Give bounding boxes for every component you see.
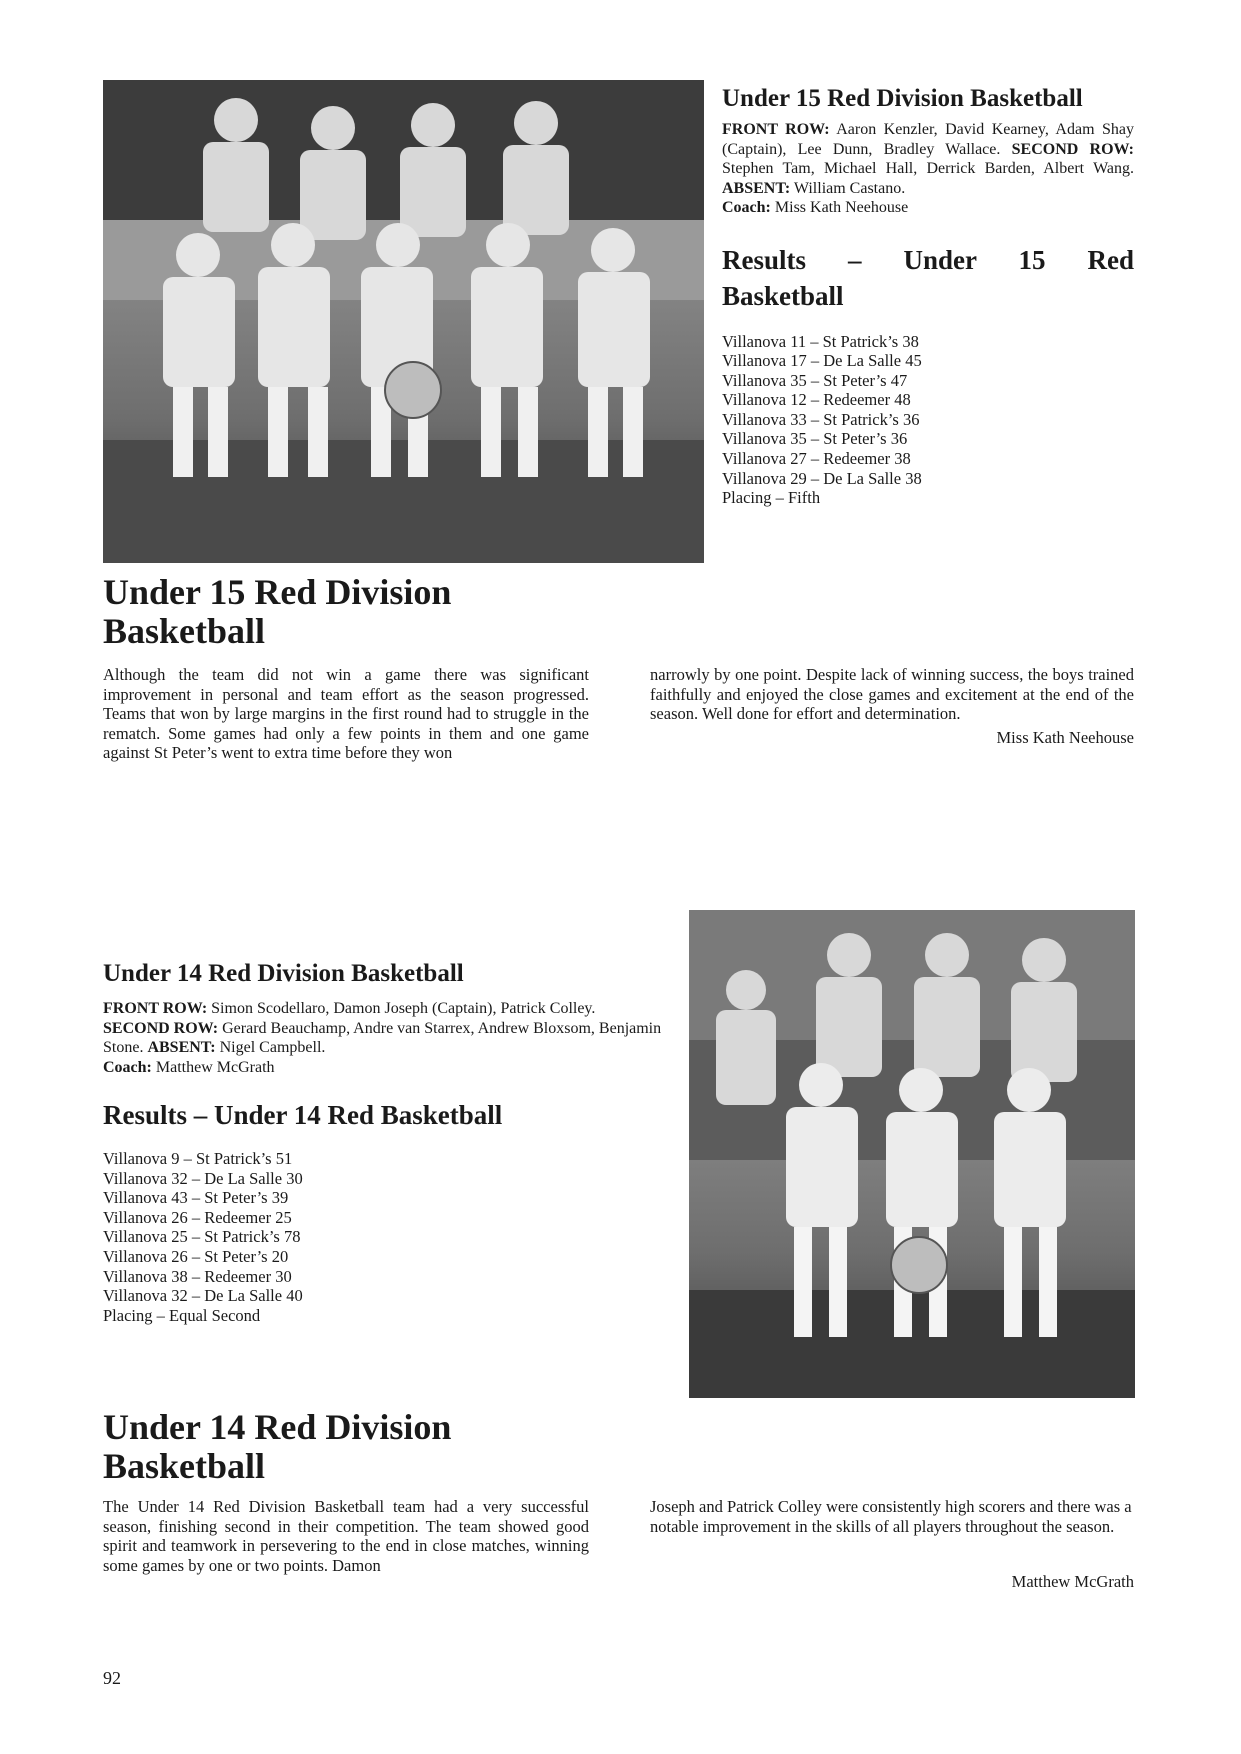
result-row: Villanova 17 – De La Salle 45 [722,351,922,371]
absent-label: ABSENT: [722,179,791,197]
absent-names: Nigel Campbell. [219,1039,326,1056]
second-row-names: Stephen Tam, Michael Hall, Derrick Barden, Albert Wang. [722,160,1134,177]
u15-report-col1: Although the team did not win a game there was significant improvement in personal and team effort as the season progressed. Teams that won by large margins in the first round had to struggle in the rematch. Some games had only a few points in them and one game against St Peter’s went to extra time before they won [103,665,589,762]
front-row-label: FRONT ROW: [103,1000,208,1017]
result-row: Villanova 26 – Redeemer 25 [103,1207,292,1227]
u15-report-heading [103,573,703,651]
result-row: Villanova 32 – De La Salle 30 [103,1168,303,1188]
u15-report-title-line1: Under 15 Red Division [103,572,452,612]
front-row-names: Aaron Kenzler, David Kearney, Adam Shay (Captain), Lee Dunn, Bradley Wallace. [722,121,1134,158]
u15-caption-title: Under 15 Red Division Basketball [722,85,1083,112]
result-row: Villanova 43 – St Peter’s 39 [103,1188,289,1208]
front-row-names: Simon Scodellaro, Damon Joseph (Captain), Patrick Colley. [211,1000,596,1017]
result-row: Villanova 29 – De La Salle 38 [722,468,922,488]
front-row-label: FRONT ROW: [722,121,830,138]
result-row: Villanova 32 – De La Salle 40 [103,1286,303,1306]
result-placing: Placing – Fifth [722,488,821,508]
u14-caption-title: Under 14 Red Division Basketball [103,960,464,987]
u15-caption [722,84,1134,508]
u15-report-col2: narrowly by one point. Despite lack of winning success, the boys trained faithfully and enjoyed the close games and excitement at the end of the season. Well done for effort and determination. [650,665,1134,723]
result-row: Villanova 35 – St Peter’s 36 [722,429,908,449]
second-row-label: SECOND ROW: [103,1019,219,1037]
result-row: Villanova 25 – St Patrick’s 78 [103,1227,301,1247]
result-placing: Placing – Equal Second [103,1305,261,1325]
u14-results-list [103,1149,663,1325]
result-row: Villanova 33 – St Patrick’s 36 [722,409,920,429]
result-row: Villanova 11 – St Patrick’s 38 [722,331,919,351]
u15-results-list [722,332,1134,508]
u14-team-photo [689,910,1135,1398]
coach-name: Miss Kath Neehouse [774,199,909,216]
result-row: Villanova 26 – St Peter’s 20 [103,1246,289,1266]
coach-label: Coach: [722,199,771,216]
coach-name: Matthew McGrath [155,1058,275,1076]
u15-team-photo [103,80,704,563]
u14-photo-illustration [689,910,1135,1398]
absent-names: William Castano. [793,179,906,197]
u15-report-signature: Miss Kath Neehouse [996,728,1134,747]
u14-caption-body [103,999,663,1077]
page-number: 92 [103,1668,121,1688]
u14-report-col1: The Under 14 Red Division Basketball team had a very successful season, finishing second in their competition. The team showed good spirit and teamwork in persevering to the end in close matches, winning some games by one or two points. Damon [103,1497,589,1575]
result-row: Villanova 12 – Redeemer 48 [722,390,911,410]
second-row-names: Gerard Beauchamp, Andre van Starrex, Andrew Bloxsom, Benjamin Stone. [103,1019,662,1056]
u15-results-title: Results – Under 15 Red Basketball [722,244,1134,311]
u14-report-heading [103,1408,703,1486]
u14-results-title: Results – Under 14 Red Basketball [103,1100,503,1130]
coach-label: Coach: [103,1058,152,1076]
u14-report-title-line2: Basketball [103,1446,266,1486]
u15-photo-illustration [103,80,704,563]
result-row: Villanova 35 – St Peter’s 47 [722,370,908,390]
u14-report-signature: Matthew McGrath [1011,1572,1134,1591]
u15-caption-body [722,120,1134,218]
u14-report-col2: Joseph and Patrick Colley were consistently high scorers and there was a notable improvement in the skills of all players throughout the season. [650,1497,1132,1536]
result-row: Villanova 38 – Redeemer 30 [103,1266,292,1286]
u14-report-title-line1: Under 14 Red Division [103,1407,452,1447]
result-row: Villanova 9 – St Patrick’s 51 [103,1149,293,1168]
u14-caption [103,959,663,1325]
u15-report-title-line2: Basketball [103,611,266,651]
absent-label: ABSENT: [147,1039,216,1056]
result-row: Villanova 27 – Redeemer 38 [722,449,911,469]
second-row-label: SECOND ROW: [1011,140,1135,158]
